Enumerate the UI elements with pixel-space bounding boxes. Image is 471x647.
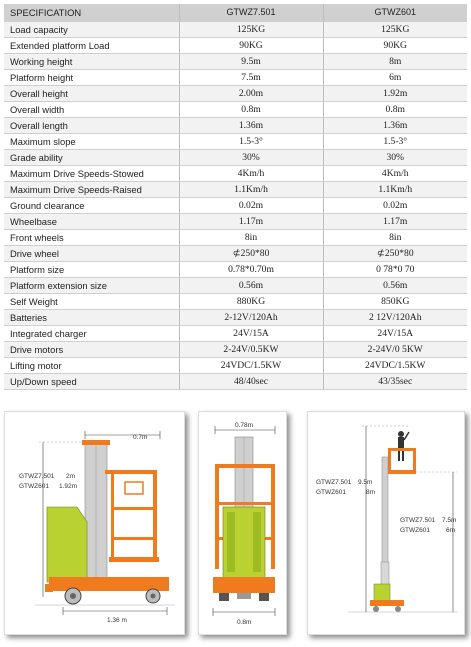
spec-row bbox=[4, 101, 467, 117]
spec-row-value-1: 4Km/h bbox=[179, 165, 323, 181]
spec-row-label: Overall length bbox=[4, 117, 179, 133]
spec-row bbox=[4, 293, 467, 309]
spec-row bbox=[4, 69, 467, 85]
spec-row bbox=[4, 373, 467, 389]
spec-row-value-2: 90KG bbox=[323, 37, 467, 53]
front-view-panel bbox=[198, 411, 287, 635]
spec-row-value-2: 1.5-3° bbox=[323, 133, 467, 149]
spec-row-value-2: ⊄250*80 bbox=[323, 245, 467, 261]
spec-row-value-1: 0.78*0.70m bbox=[179, 261, 323, 277]
spec-row-value-1: 0.56m bbox=[179, 277, 323, 293]
spec-row-value-2: 2-24V/0 5KW bbox=[323, 341, 467, 357]
spec-row bbox=[4, 197, 467, 213]
spec-row bbox=[4, 133, 467, 149]
spec-row-label: Maximum slope bbox=[4, 133, 179, 149]
front-view-diagram bbox=[199, 412, 288, 636]
spec-row-value-1: 48/40sec bbox=[179, 373, 323, 389]
spec-row-value-2: 125KG bbox=[323, 21, 467, 37]
spec-row-value-1: 2.00m bbox=[179, 85, 323, 101]
side-top-width: 0.7m bbox=[133, 434, 148, 441]
side-view-diagram bbox=[5, 412, 186, 636]
raised-platform-value-1: 7.5m bbox=[442, 517, 457, 524]
spec-row bbox=[4, 229, 467, 245]
front-bottom-width: 0.8m bbox=[237, 619, 252, 626]
spec-row bbox=[4, 37, 467, 53]
spec-row bbox=[4, 325, 467, 341]
spec-row-value-2: 0.02m bbox=[323, 197, 467, 213]
spec-row-label: Working height bbox=[4, 53, 179, 69]
raised-view-diagram bbox=[308, 412, 466, 636]
spec-row bbox=[4, 117, 467, 133]
spec-row-label: Load capacity bbox=[4, 21, 179, 37]
spec-row-label: Lifting motor bbox=[4, 357, 179, 373]
spec-row-value-1: 24VDC/1.5KW bbox=[179, 357, 323, 373]
spec-row-value-2: 1.36m bbox=[323, 117, 467, 133]
raised-platform-model-2: GTWZ601 bbox=[400, 527, 430, 534]
spec-header-row bbox=[4, 4, 467, 21]
spec-header-label: SPECIFICATION bbox=[4, 4, 179, 21]
spec-row-value-2: 1.92m bbox=[323, 85, 467, 101]
raised-working-value-1: 9.5m bbox=[358, 479, 373, 486]
spec-row-value-2: 1.1Km/h bbox=[323, 181, 467, 197]
side-bottom-length: 1.36 m bbox=[107, 617, 127, 624]
spec-row bbox=[4, 85, 467, 101]
spec-row-value-2: 6m bbox=[323, 69, 467, 85]
spec-row-value-2: 0.56m bbox=[323, 277, 467, 293]
side-height-model-1: GTWZ7.501 bbox=[19, 473, 55, 480]
spec-row bbox=[4, 341, 467, 357]
spec-row-label: Wheelbase bbox=[4, 213, 179, 229]
raised-working-value-2: 8m bbox=[366, 489, 376, 496]
spec-row bbox=[4, 165, 467, 181]
front-top-width: 0.78m bbox=[235, 422, 254, 429]
spec-row-value-2: 24V/15A bbox=[323, 325, 467, 341]
spec-row-value-1: 1.17m bbox=[179, 213, 323, 229]
raised-platform-model-1: GTWZ7.501 bbox=[400, 517, 436, 524]
spec-row-value-1: 125KG bbox=[179, 21, 323, 37]
spec-row-value-1: 0.02m bbox=[179, 197, 323, 213]
spec-row-value-1: 1.1Km/h bbox=[179, 181, 323, 197]
spec-row bbox=[4, 213, 467, 229]
spec-row bbox=[4, 149, 467, 165]
spec-row bbox=[4, 53, 467, 69]
spec-row-value-2: 0.8m bbox=[323, 101, 467, 117]
spec-row-label: Self Weight bbox=[4, 293, 179, 309]
spec-row-label: Platform extension size bbox=[4, 277, 179, 293]
spec-row-value-1: 2-12V/120Ah bbox=[179, 309, 323, 325]
spec-row-label: Drive wheel bbox=[4, 245, 179, 261]
spec-row-value-1: 0.8m bbox=[179, 101, 323, 117]
spec-row-label: Platform height bbox=[4, 69, 179, 85]
spec-row-value-1: 880KG bbox=[179, 293, 323, 309]
spec-row-value-2: 2 12V/120Ah bbox=[323, 309, 467, 325]
spec-table bbox=[4, 4, 467, 390]
spec-row-label: Drive motors bbox=[4, 341, 179, 357]
spec-row bbox=[4, 181, 467, 197]
spec-row bbox=[4, 309, 467, 325]
spec-row-value-2: 24VDC/1.5KW bbox=[323, 357, 467, 373]
spec-row-value-1: 1.5-3° bbox=[179, 133, 323, 149]
spec-row-value-1: 90KG bbox=[179, 37, 323, 53]
model-header-2: GTWZ601 bbox=[323, 4, 467, 21]
spec-row-value-1: 7.5m bbox=[179, 69, 323, 85]
spec-row bbox=[4, 261, 467, 277]
spec-row bbox=[4, 277, 467, 293]
spec-row-label: Platform size bbox=[4, 261, 179, 277]
spec-row-value-2: 8in bbox=[323, 229, 467, 245]
raised-working-model-2: GTWZ601 bbox=[316, 489, 346, 496]
spec-row-label: Extended platform Load bbox=[4, 37, 179, 53]
side-view-panel bbox=[4, 411, 185, 635]
spec-row-value-2: 8m bbox=[323, 53, 467, 69]
spec-row-value-1: ⊄250*80 bbox=[179, 245, 323, 261]
spec-row-value-2: 30% bbox=[323, 149, 467, 165]
spec-row-value-2: 4Km/h bbox=[323, 165, 467, 181]
spec-row-value-1: 8in bbox=[179, 229, 323, 245]
model-header-1: GTWZ7.501 bbox=[179, 4, 323, 21]
spec-row-label: Ground clearance bbox=[4, 197, 179, 213]
spec-row-label: Front wheels bbox=[4, 229, 179, 245]
spec-row-label: Batteries bbox=[4, 309, 179, 325]
raised-working-model-1: GTWZ7.501 bbox=[316, 479, 352, 486]
spec-row-label: Integrated charger bbox=[4, 325, 179, 341]
side-height-model-2: GTWZ601 bbox=[19, 483, 49, 490]
raised-view-panel bbox=[307, 411, 465, 635]
spec-row-value-1: 30% bbox=[179, 149, 323, 165]
spec-row-value-2: 43/35sec bbox=[323, 373, 467, 389]
spec-row-value-1: 1.36m bbox=[179, 117, 323, 133]
side-height-value-2: 1.92m bbox=[59, 483, 78, 490]
spec-row-label: Overall height bbox=[4, 85, 179, 101]
spec-row-value-1: 9.5m bbox=[179, 53, 323, 69]
spec-row-value-2: 850KG bbox=[323, 293, 467, 309]
raised-platform-value-2: 6m bbox=[446, 527, 456, 534]
spec-row bbox=[4, 21, 467, 37]
spec-row bbox=[4, 357, 467, 373]
spec-row-label: Maximum Drive Speeds-Stowed bbox=[4, 165, 179, 181]
spec-row-value-1: 24V/15A bbox=[179, 325, 323, 341]
spec-table-body bbox=[4, 21, 467, 389]
spec-row bbox=[4, 245, 467, 261]
spec-row-label: Up/Down speed bbox=[4, 373, 179, 389]
spec-row-value-1: 2-24V/0.5KW bbox=[179, 341, 323, 357]
spec-row-label: Maximum Drive Speeds-Raised bbox=[4, 181, 179, 197]
spec-row-value-2: 0 78*0 70 bbox=[323, 261, 467, 277]
spec-row-label: Grade ability bbox=[4, 149, 179, 165]
spec-row-label: Overall width bbox=[4, 101, 179, 117]
side-height-value-1: 2m bbox=[66, 473, 76, 480]
spec-row-value-2: 1.17m bbox=[323, 213, 467, 229]
